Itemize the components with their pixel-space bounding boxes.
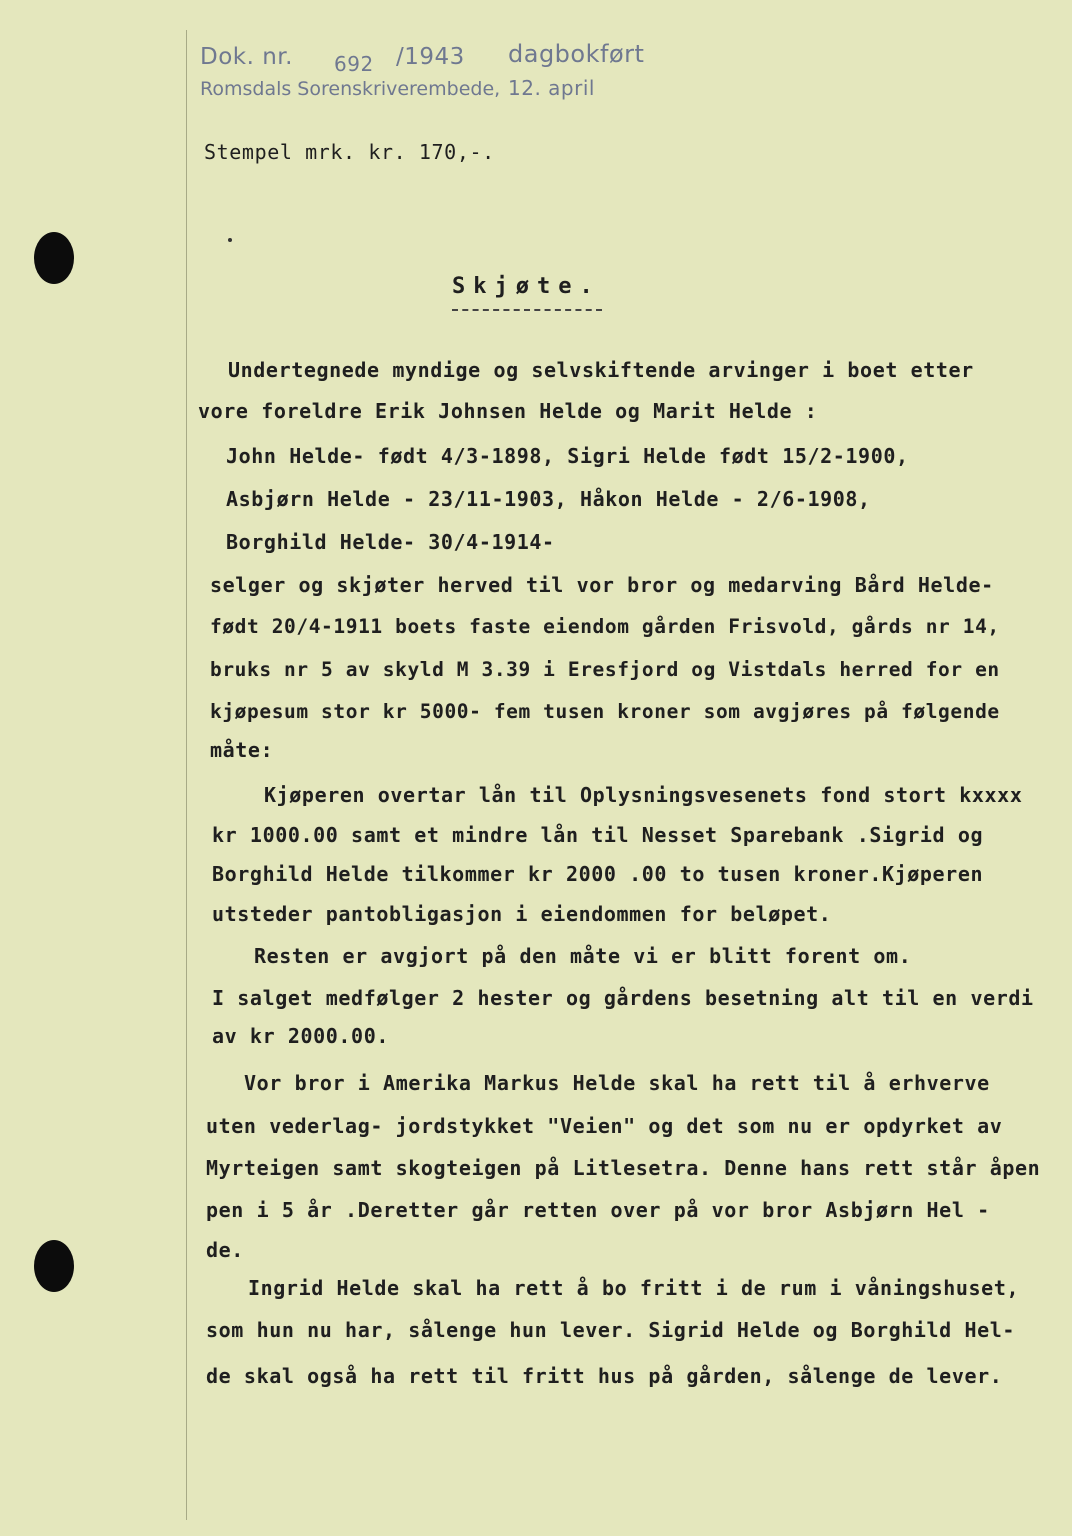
margin-line (186, 30, 187, 1520)
body-line-22: de. (206, 1238, 244, 1262)
dok-year: /1943 (396, 44, 465, 70)
body-line-21: pen i 5 år .Deretter går retten over på vor bror Asbjørn Hel - (206, 1198, 990, 1222)
body-line-24: som hun nu har, sålenge hun lever. Sigrid Helde og Borghild Hel- (206, 1318, 1016, 1342)
body-line-18: Vor bror i Amerika Markus Helde skal ha rett til å erhverve (244, 1071, 990, 1095)
body-line-7: født 20/4-1911 boets faste eiendom gården Frisvold, gårds nr 14, (210, 615, 1000, 638)
punch-hole-bottom (34, 1240, 74, 1292)
header-date: 12. april (508, 76, 595, 100)
dagbokfort-label: dagbokført (508, 40, 645, 68)
body-line-6: selger og skjøter herved til vor bror og medarving Bård Helde- (210, 573, 994, 597)
body-line-8: bruks nr 5 av skyld M 3.39 i Eresfjord og Vistdals herred for en (210, 658, 1000, 681)
body-line-13: Borghild Helde tilkommer kr 2000 .00 to tusen kroner.Kjøperen (212, 862, 984, 886)
mark-dot (228, 238, 232, 242)
document-title: Skjøte. (452, 274, 601, 299)
body-line-5: Borghild Helde- 30/4-1914- (226, 530, 555, 554)
body-line-17: av kr 2000.00. (212, 1024, 389, 1048)
stamp-fee-line: Stempel mrk. kr. 170,-. (204, 140, 495, 164)
body-line-16: I salget medfølger 2 hester og gårdens besetning alt til en verdi (212, 986, 1034, 1010)
body-line-14: utsteder pantobligasjon i eiendommen for beløpet. (212, 902, 832, 926)
dok-label: Dok. nr. (200, 44, 293, 70)
body-line-12: kr 1000.00 samt et mindre lån til Nesset Sparebank .Sigrid og (212, 823, 984, 847)
punch-hole-top (34, 232, 74, 284)
body-line-4: Asbjørn Helde - 23/11-1903, Håkon Helde - 2/6-1908, (226, 487, 871, 511)
body-line-10: måte: (210, 738, 274, 762)
body-line-15: Resten er avgjort på den måte vi er blitt forent om. (254, 944, 912, 968)
body-line-23: Ingrid Helde skal ha rett å bo fritt i de rum i våningshuset, (248, 1276, 1020, 1300)
title-underline (452, 309, 602, 311)
body-line-25: de skal også ha rett til fritt hus på gården, sålenge de lever. (206, 1364, 1003, 1388)
body-line-3: John Helde- født 4/3-1898, Sigri Helde født 15/2-1900, (226, 444, 909, 468)
body-line-19: uten vederlag- jordstykket "Veien" og det som nu er opdyrket av (206, 1114, 1003, 1138)
body-line-1: Undertegnede myndige og selvskiftende arvinger i boet etter (228, 358, 974, 382)
dok-number: 692 (334, 52, 374, 76)
body-line-20: Myrteigen samt skogteigen på Litlesetra. Denne hans rett står åpen (206, 1156, 1041, 1180)
office-name: Romsdals Sorenskriverembede, (200, 78, 501, 100)
body-line-11: Kjøperen overtar lån til Oplysningsvesenets fond stort kxxxx (264, 783, 1023, 807)
body-line-2: vore foreldre Erik Johnsen Helde og Marit Helde : (198, 399, 818, 423)
body-line-9: kjøpesum stor kr 5000- fem tusen kroner som avgjøres på følgende (210, 700, 1000, 723)
